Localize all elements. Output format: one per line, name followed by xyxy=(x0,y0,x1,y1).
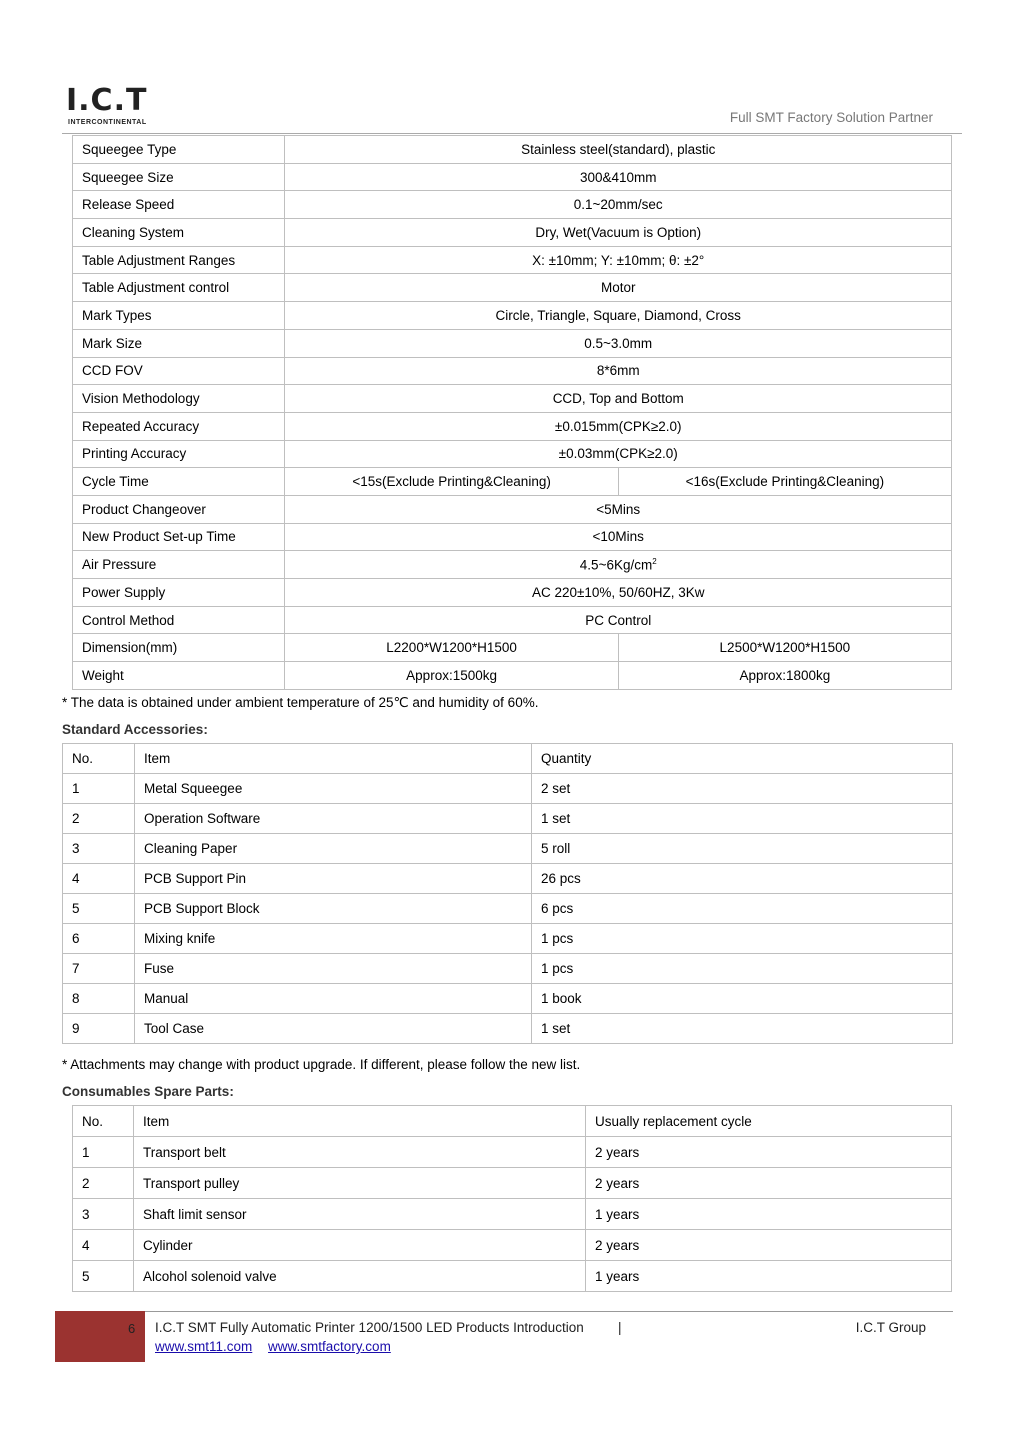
spec-value xyxy=(285,274,952,302)
accessory-cell: Fuse xyxy=(135,954,532,984)
spec-row xyxy=(73,163,952,191)
spec-value-text: <5Mins xyxy=(596,501,641,517)
consumable-cell: 4 xyxy=(73,1230,134,1261)
spec-value xyxy=(285,246,952,274)
company-logo xyxy=(66,83,158,130)
spec-value-superscript: 2 xyxy=(652,556,657,566)
consumables-table xyxy=(72,1105,952,1292)
footer-divider xyxy=(55,1311,953,1312)
spec-label: Cycle Time xyxy=(73,468,285,496)
spec-value: L2500*W1200*H1500 xyxy=(618,634,951,662)
accessory-header-cell: No. xyxy=(63,744,135,774)
spec-value xyxy=(285,551,952,579)
spec-value-text: Dry, Wet(Vacuum is Option) xyxy=(535,224,702,240)
spec-value xyxy=(285,219,952,247)
spec-label: Weight xyxy=(73,662,285,690)
spec-label: Table Adjustment control xyxy=(73,274,285,302)
accessory-cell: 9 xyxy=(63,1014,135,1044)
ambient-note: * The data is obtained under ambient temperature of 25℃ and humidity of 60%. xyxy=(62,695,539,710)
spec-value-text: 0.1~20mm/sec xyxy=(573,197,663,213)
spec-label: Release Speed xyxy=(73,191,285,219)
spec-row xyxy=(73,551,952,579)
consumable-cell: 1 xyxy=(73,1137,134,1168)
link-smt11[interactable]: www.smt11.com xyxy=(155,1339,253,1354)
spec-label: Dimension(mm) xyxy=(73,634,285,662)
spec-label: Power Supply xyxy=(73,579,285,607)
consumable-cell: 1 years xyxy=(586,1261,952,1292)
consumable-cell: 3 xyxy=(73,1199,134,1230)
accessory-cell: 2 set xyxy=(532,774,953,804)
accessory-cell: Cleaning Paper xyxy=(135,834,532,864)
spec-value xyxy=(285,357,952,385)
accessory-cell: 3 xyxy=(63,834,135,864)
header-divider xyxy=(62,133,962,134)
accessory-cell: 2 xyxy=(63,804,135,834)
accessory-cell: 6 xyxy=(63,924,135,954)
accessory-cell: 1 pcs xyxy=(532,924,953,954)
spec-row xyxy=(73,440,952,468)
spec-label: Control Method xyxy=(73,606,285,634)
spec-row xyxy=(73,606,952,634)
spec-row xyxy=(73,357,952,385)
consumables-heading: Consumables Spare Parts: xyxy=(62,1084,234,1099)
consumable-cell: Transport pulley xyxy=(134,1168,586,1199)
consumable-header-cell: Item xyxy=(134,1106,586,1137)
footer-title: I.C.T SMT Fully Automatic Printer 1200/1500 LED Products Introduction xyxy=(155,1320,584,1335)
accessory-cell: 4 xyxy=(63,864,135,894)
spec-label: Cleaning System xyxy=(73,219,285,247)
spec-row xyxy=(73,662,952,690)
spec-value: <16s(Exclude Printing&Cleaning) xyxy=(618,468,951,496)
consumable-row xyxy=(73,1137,952,1168)
spec-label: Repeated Accuracy xyxy=(73,412,285,440)
spec-label: New Product Set-up Time xyxy=(73,523,285,551)
accessory-row xyxy=(63,804,953,834)
spec-value: Approx:1800kg xyxy=(618,662,951,690)
spec-row xyxy=(73,634,952,662)
consumable-cell: 2 years xyxy=(586,1168,952,1199)
spec-row xyxy=(73,219,952,247)
spec-value xyxy=(285,163,952,191)
accessory-cell: 7 xyxy=(63,954,135,984)
spec-label: Squeegee Type xyxy=(73,136,285,164)
spec-value: L2200*W1200*H1500 xyxy=(285,634,618,662)
spec-value-text: ±0.03mm(CPK≥2.0) xyxy=(558,446,678,462)
spec-value xyxy=(285,302,952,330)
consumable-header-cell: No. xyxy=(73,1106,134,1137)
spec-value-text: <10Mins xyxy=(592,529,644,545)
spec-value xyxy=(285,606,952,634)
consumable-cell: Transport belt xyxy=(134,1137,586,1168)
consumable-cell: 5 xyxy=(73,1261,134,1292)
spec-value xyxy=(285,191,952,219)
page-number: 6 xyxy=(128,1321,136,1336)
spec-value-text: 300&410mm xyxy=(579,169,657,185)
footer-company: I.C.T Group xyxy=(855,1320,926,1335)
footer-links xyxy=(155,1339,403,1354)
spec-value-text: 8*6mm xyxy=(596,363,640,379)
accessory-cell: 8 xyxy=(63,984,135,1014)
consumable-header-cell: Usually replacement cycle xyxy=(586,1106,952,1137)
accessory-cell: 5 roll xyxy=(532,834,953,864)
spec-value xyxy=(285,440,952,468)
spec-row xyxy=(73,191,952,219)
spec-row xyxy=(73,468,952,496)
spec-value-text: 4.5~6Kg/cm xyxy=(579,557,653,573)
accessory-cell: PCB Support Block xyxy=(135,894,532,924)
spec-row xyxy=(73,302,952,330)
spec-row xyxy=(73,385,952,413)
accessory-cell: PCB Support Pin xyxy=(135,864,532,894)
accessory-cell: Tool Case xyxy=(135,1014,532,1044)
accessory-cell: Mixing knife xyxy=(135,924,532,954)
spec-label: CCD FOV xyxy=(73,357,285,385)
consumable-row xyxy=(73,1168,952,1199)
spec-row xyxy=(73,274,952,302)
spec-value-text: ±0.015mm(CPK≥2.0) xyxy=(554,418,682,434)
spec-label: Product Changeover xyxy=(73,495,285,523)
footer-accent-block xyxy=(55,1311,145,1362)
accessory-cell: 1 xyxy=(63,774,135,804)
spec-value-text: CCD, Top and Bottom xyxy=(552,391,684,407)
attachments-note: * Attachments may change with product upgrade. If different, please follow the new list. xyxy=(62,1057,581,1072)
accessory-row xyxy=(63,834,953,864)
accessory-row xyxy=(63,954,953,984)
spec-value: Approx:1500kg xyxy=(285,662,618,690)
accessory-row xyxy=(63,774,953,804)
accessory-row xyxy=(63,894,953,924)
spec-value xyxy=(285,385,952,413)
consumable-row xyxy=(73,1230,952,1261)
spec-label: Mark Types xyxy=(73,302,285,330)
logo-text: I.C.T xyxy=(66,83,148,118)
accessory-cell: Operation Software xyxy=(135,804,532,834)
accessory-cell: 1 set xyxy=(532,1014,953,1044)
spec-value-text: 0.5~3.0mm xyxy=(584,335,653,351)
consumable-cell: 2 years xyxy=(586,1230,952,1261)
accessory-cell: 1 book xyxy=(532,984,953,1014)
accessories-table xyxy=(62,743,953,1044)
accessory-cell: 6 pcs xyxy=(532,894,953,924)
accessory-cell: 1 pcs xyxy=(532,954,953,984)
spec-value xyxy=(285,329,952,357)
spec-value xyxy=(285,412,952,440)
spec-row xyxy=(73,579,952,607)
spec-label: Squeegee Size xyxy=(73,163,285,191)
spec-row xyxy=(73,329,952,357)
spec-label: Table Adjustment Ranges xyxy=(73,246,285,274)
logo-subtext: INTERCONTINENTAL xyxy=(68,119,147,126)
spec-value-text: Circle, Triangle, Square, Diamond, Cross xyxy=(495,307,741,323)
spec-value-text: Stainless steel(standard), plastic xyxy=(521,141,716,157)
spec-value-text: Motor xyxy=(600,280,636,296)
footer-separator: | xyxy=(618,1320,622,1335)
accessory-row xyxy=(63,864,953,894)
spec-value-text: X: ±10mm; Y: ±10mm; θ: ±2° xyxy=(532,252,705,268)
spec-value-text: AC 220±10%, 50/60HZ, 3Kw xyxy=(531,584,705,600)
consumable-cell: Shaft limit sensor xyxy=(134,1199,586,1230)
accessory-cell: 26 pcs xyxy=(532,864,953,894)
spec-label: Air Pressure xyxy=(73,551,285,579)
spec-table xyxy=(72,135,952,690)
accessory-cell: Manual xyxy=(135,984,532,1014)
header-tagline: Full SMT Factory Solution Partner xyxy=(729,110,933,125)
consumable-cell: 2 xyxy=(73,1168,134,1199)
accessory-header-cell: Quantity xyxy=(532,744,953,774)
consumable-cell: 1 years xyxy=(586,1199,952,1230)
accessory-row xyxy=(63,924,953,954)
accessory-header-cell: Item xyxy=(135,744,532,774)
spec-value-text: PC Control xyxy=(585,612,652,628)
spec-value xyxy=(285,495,952,523)
spec-row xyxy=(73,523,952,551)
consumable-header-row xyxy=(73,1106,952,1137)
accessory-cell: 5 xyxy=(63,894,135,924)
spec-value xyxy=(285,579,952,607)
spec-label: Mark Size xyxy=(73,329,285,357)
spec-row xyxy=(73,246,952,274)
accessories-heading: Standard Accessories: xyxy=(62,722,208,737)
spec-value xyxy=(285,523,952,551)
accessory-cell: Metal Squeegee xyxy=(135,774,532,804)
consumable-row xyxy=(73,1199,952,1230)
spec-value: <15s(Exclude Printing&Cleaning) xyxy=(285,468,618,496)
accessory-row xyxy=(63,1014,953,1044)
spec-row xyxy=(73,136,952,164)
spec-value xyxy=(285,136,952,164)
consumable-cell: Alcohol solenoid valve xyxy=(134,1261,586,1292)
spec-label: Vision Methodology xyxy=(73,385,285,413)
link-smtfactory[interactable]: www.smtfactory.com xyxy=(268,1339,391,1354)
consumable-cell: Cylinder xyxy=(134,1230,586,1261)
consumable-cell: 2 years xyxy=(586,1137,952,1168)
consumable-row xyxy=(73,1261,952,1292)
page-header xyxy=(0,0,1024,134)
spec-row xyxy=(73,412,952,440)
accessory-row xyxy=(63,984,953,1014)
spec-label: Printing Accuracy xyxy=(73,440,285,468)
accessory-header-row xyxy=(63,744,953,774)
spec-row xyxy=(73,495,952,523)
accessory-cell: 1 set xyxy=(532,804,953,834)
